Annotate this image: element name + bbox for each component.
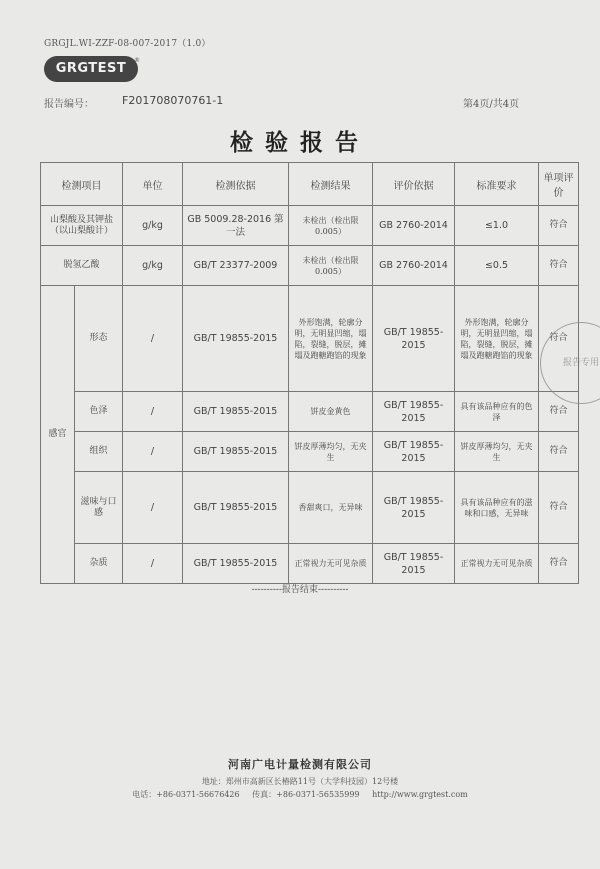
- item-name: 山梨酸及其钾盐（以山梨酸计）: [41, 206, 123, 246]
- item-name: 色泽: [75, 392, 123, 432]
- unit-cell: g/kg: [123, 206, 183, 246]
- table-row: [41, 286, 579, 392]
- unit-cell: /: [123, 472, 183, 544]
- evaluation-cell: GB/T 19855-2015: [373, 286, 455, 392]
- table-row: [41, 472, 579, 544]
- grgtest-logo: GRGTEST: [44, 56, 138, 82]
- results-table: [40, 162, 579, 584]
- unit-cell: /: [123, 286, 183, 392]
- registered-mark: ®: [134, 57, 140, 64]
- unit-cell: /: [123, 432, 183, 472]
- verdict-cell: 符合: [539, 544, 579, 584]
- requirement-cell: ≤0.5: [455, 246, 539, 286]
- verdict-cell: 符合: [539, 392, 579, 432]
- result-cell: 饼皮金黄色: [289, 392, 373, 432]
- item-name: 形态: [75, 286, 123, 392]
- requirement-cell: 具有该品种应有的色泽: [455, 392, 539, 432]
- header-cell-verdict: 单项评价: [539, 163, 579, 206]
- evaluation-cell: GB 2760-2014: [373, 246, 455, 286]
- verdict-cell: 符合: [539, 206, 579, 246]
- phone-number: 电话：+86-0371-56676426: [132, 790, 240, 799]
- evaluation-cell: GB 2760-2014: [373, 206, 455, 246]
- method-cell: GB/T 19855-2015: [183, 544, 289, 584]
- header-cell-result: 检测结果: [289, 163, 373, 206]
- method-cell: GB/T 19855-2015: [183, 472, 289, 544]
- table-header-row: [41, 163, 579, 206]
- evaluation-cell: GB/T 19855-2015: [373, 392, 455, 432]
- item-name: 脱氢乙酸: [41, 246, 123, 286]
- report-number: F201708070761-1: [122, 94, 224, 107]
- header-cell-requirement: 标准要求: [455, 163, 539, 206]
- report-number-label: 报告编号：: [44, 99, 94, 110]
- requirement-cell: ≤1.0: [455, 206, 539, 246]
- verdict-cell: 符合: [539, 246, 579, 286]
- report-title: 检验报告: [230, 129, 370, 156]
- verdict-cell: 符合: [539, 286, 579, 392]
- result-cell: 外形饱满，轮廓分明，无明显凹缩，塌陷，裂缝，脱层，摊塌及跑糖跑馅的现象: [289, 286, 373, 392]
- evaluation-cell: GB/T 19855-2015: [373, 472, 455, 544]
- unit-cell: /: [123, 392, 183, 432]
- method-cell: GB/T 19855-2015: [183, 432, 289, 472]
- method-cell: GB/T 19855-2015: [183, 392, 289, 432]
- unit-cell: /: [123, 544, 183, 584]
- official-stamp: 报告专用: [540, 322, 600, 404]
- requirement-cell: 正常视力无可见杂质: [455, 544, 539, 584]
- method-cell: GB 5009.28-2016 第一法: [183, 206, 289, 246]
- result-cell: 饼皮厚薄均匀，无夹生: [289, 432, 373, 472]
- evaluation-cell: GB/T 19855-2015: [373, 544, 455, 584]
- method-cell: GB/T 23377-2009: [183, 246, 289, 286]
- results-table-wrapper: [40, 162, 578, 584]
- document-code: GRGJL.WI-ZZF-08-007-2017（1.0）: [44, 39, 211, 49]
- item-name: 滋味与口感: [75, 472, 123, 544]
- company-name: 河南广电计量检测有限公司: [228, 758, 372, 771]
- website-link: http://www.grgtest.com: [372, 790, 468, 799]
- table-row: [41, 206, 579, 246]
- verdict-cell: 符合: [539, 432, 579, 472]
- item-name: 杂质: [75, 544, 123, 584]
- contact-line: [0, 789, 600, 800]
- requirement-cell: 具有该品种应有的滋味和口感，无异味: [455, 472, 539, 544]
- header-cell-unit: 单位: [123, 163, 183, 206]
- fax-number: 传真：+86-0371-56535999: [252, 790, 360, 799]
- unit-cell: g/kg: [123, 246, 183, 286]
- page-indicator: 第4页/共4页: [463, 99, 520, 110]
- table-row: [41, 432, 579, 472]
- header-cell-evaluation: 评价依据: [373, 163, 455, 206]
- company-address: 地址：郑州市高新区长椿路11号（大学科技园）12号楼: [201, 777, 399, 786]
- result-cell: 正常视力无可见杂质: [289, 544, 373, 584]
- report-end-marker: ----------报告结束----------: [251, 585, 349, 595]
- result-cell: 未检出（检出限 0.005）: [289, 246, 373, 286]
- sensory-group-label: 感官: [41, 286, 75, 584]
- item-name: 组织: [75, 432, 123, 472]
- method-cell: GB/T 19855-2015: [183, 286, 289, 392]
- requirement-cell: 外形饱满，轮廓分明，无明显凹缩，塌陷，裂缝，脱层，摊塌及跑糖跑馅的现象: [455, 286, 539, 392]
- verdict-cell: 符合: [539, 472, 579, 544]
- header-cell-method: 检测依据: [183, 163, 289, 206]
- table-row: [41, 392, 579, 432]
- header-cell-item: 检测项目: [41, 163, 123, 206]
- evaluation-cell: GB/T 19855-2015: [373, 432, 455, 472]
- result-cell: 香甜爽口，无异味: [289, 472, 373, 544]
- table-row: [41, 246, 579, 286]
- requirement-cell: 饼皮厚薄均匀，无夹生: [455, 432, 539, 472]
- table-row: [41, 544, 579, 584]
- result-cell: 未检出（检出限 0.005）: [289, 206, 373, 246]
